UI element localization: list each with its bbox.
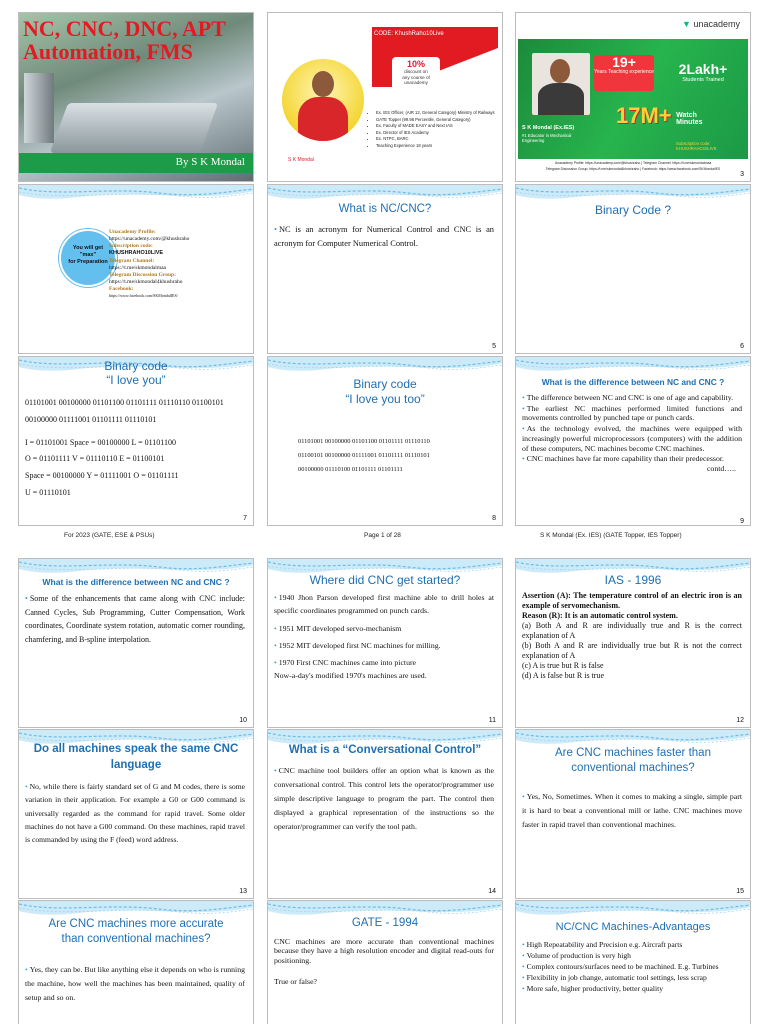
slide3-logo bbox=[682, 19, 740, 29]
slide2-offer-pct: 10% bbox=[406, 59, 425, 69]
slide-title: IAS - 1996 bbox=[604, 573, 662, 587]
wave-decoration bbox=[516, 185, 750, 205]
slide1-title-line2: Automation, FMS bbox=[23, 39, 193, 65]
page-number: 12 bbox=[736, 717, 744, 724]
slide16-title1: Are CNC machines more accurate bbox=[48, 918, 224, 930]
slide13-body bbox=[25, 780, 245, 846]
slide3-photo-head bbox=[550, 59, 570, 83]
wave-decoration bbox=[268, 357, 502, 377]
slide-14 bbox=[267, 729, 503, 899]
slide2-code: CODE: KhushRaho10Live bbox=[374, 31, 444, 37]
slide-13 bbox=[18, 729, 254, 899]
slide2-bullet: • Ex. Director of IES Academy bbox=[376, 130, 502, 137]
slide1-title-line1: NC, CNC, DNC, APT bbox=[23, 16, 226, 41]
slide-17 bbox=[267, 900, 503, 1024]
slide10-body bbox=[25, 592, 245, 646]
slide-1 bbox=[18, 12, 254, 182]
footer-right: S K Mondal (Ex. IES) (GATE Topper, IES Topper) bbox=[540, 532, 682, 539]
binary-map: Space = 00100000 Y = 01111001 O = 01101111 bbox=[25, 471, 179, 481]
slide17-text: CNC machines are more accurate than conventional machines because they have a high resolution encoder and digital read-outs for positioning. bbox=[274, 937, 494, 965]
slide-title bbox=[268, 377, 502, 407]
slide-title: Where did CNC get started? bbox=[309, 573, 461, 587]
slide-15 bbox=[515, 729, 751, 899]
wave-decoration bbox=[516, 901, 750, 921]
option-c: (c) A is true but R is false bbox=[522, 661, 604, 670]
slide18-body bbox=[522, 939, 742, 994]
slide3-minutes-text: Watch Minutes bbox=[676, 111, 703, 126]
slide3-photo bbox=[532, 53, 590, 115]
slide-9 bbox=[515, 356, 751, 526]
slide3-students-big: 2Lakh+ bbox=[678, 61, 728, 77]
slide13-text: • No, while there is fairly standard set of G and M codes, there is some variation in their application. For example a G0 or G00 command is universally regarded as the command for rapid travel. Some older machines do not have a G00 command. On these machines, rapid travel is commanded by using the F (feed) word address. bbox=[25, 780, 245, 846]
slide7-title2: “I love you” bbox=[106, 373, 166, 388]
slide11-item: • 1951 MIT developed servo-mechanism bbox=[274, 622, 494, 635]
slide-12 bbox=[515, 558, 751, 728]
slide-title: What is the difference between NC and CNC ? bbox=[541, 377, 725, 387]
slide9-contd: contd….. bbox=[706, 464, 736, 474]
slide8-title2: “I love you too” bbox=[345, 392, 425, 406]
facebook-label: Facebook: bbox=[109, 286, 134, 293]
slide3-role: #1 Educator in Mechanical Engineering bbox=[522, 133, 572, 143]
slide2-photo-circle bbox=[282, 59, 364, 141]
wave-decoration bbox=[19, 185, 253, 205]
wave-decoration bbox=[516, 357, 750, 377]
page-number: 8 bbox=[492, 515, 496, 522]
slide-2 bbox=[267, 12, 503, 182]
profile-link[interactable]: https://unacademy.com/@khushraho bbox=[109, 236, 190, 243]
slide-title bbox=[19, 742, 253, 773]
slide3-years-badge bbox=[594, 55, 654, 91]
slide-title bbox=[19, 359, 253, 388]
slide-6 bbox=[515, 184, 751, 354]
slide3-students bbox=[662, 61, 744, 83]
slide-title: GATE - 1994 bbox=[351, 917, 419, 929]
slide18-item: • Complex contours/surfaces need to be machined. E.g. Turbines bbox=[522, 961, 742, 972]
slide3-years-text: Years Teaching experience bbox=[594, 68, 654, 75]
slide2-bullet: • Teaching Experience 18 years bbox=[376, 143, 502, 150]
slide2-bullet: • Ex. NTPC, BARC bbox=[376, 136, 502, 143]
telegram-group-link[interactable]: https://t.me/skmondal4khushraho bbox=[109, 278, 183, 285]
slide-11 bbox=[267, 558, 503, 728]
slide3-sub-code: Subscription code: KHUSHRAHO10LIVE bbox=[676, 141, 717, 151]
binary-line: 01101001 00100000 01101100 01101111 01110110 bbox=[298, 438, 430, 445]
slide3-minutes bbox=[616, 103, 712, 129]
sub-label: Subscription code: bbox=[109, 243, 153, 250]
slide3-photo-body bbox=[538, 83, 584, 115]
binary-line: 00100000 01110100 01101111 01101111 bbox=[298, 466, 403, 474]
slide-title: NC/CNC Machines-Advantages bbox=[555, 921, 711, 933]
binary-map: U = 01110101 bbox=[25, 487, 71, 497]
slide9-bullet: • CNC machines have far more capability than their predecessor. bbox=[522, 454, 742, 464]
slide9-body bbox=[522, 393, 742, 474]
slide18-item: • Volume of production is very high bbox=[522, 950, 742, 961]
page-number: 5 bbox=[492, 343, 496, 350]
slide-4 bbox=[18, 184, 254, 354]
slide3-minutes-big: 17M+ bbox=[616, 103, 672, 128]
binary-map: O = 01101111 V = 01110110 E = 01100101 bbox=[25, 454, 165, 464]
slide4-circle-line1: You will get bbox=[72, 245, 104, 251]
page-number: 14 bbox=[488, 888, 496, 895]
slide1-title bbox=[23, 17, 226, 63]
slide2-offer-badge bbox=[392, 57, 440, 97]
slide-8 bbox=[267, 356, 503, 526]
slide-title: What is NC/CNC? bbox=[338, 203, 432, 215]
sub-code: KHUSHRAHO10LIVE bbox=[109, 250, 164, 257]
slide-10 bbox=[18, 558, 254, 728]
slide1-tool bbox=[24, 73, 54, 143]
slide11-tail: Now-a-day's modified 1970's machines are used. bbox=[274, 671, 427, 681]
slide9-bullet: • As the technology evolved, the machines were equipped with increasingly powerful microprocessors (computers) with the addition of these computers, NC machines become CNC machines. bbox=[522, 424, 742, 453]
slide11-item: • 1970 First CNC machines came into picture bbox=[274, 656, 494, 669]
footer-left: For 2023 (GATE, ESE & PSUs) bbox=[64, 532, 155, 539]
slide2-name: S K Mondal bbox=[288, 157, 314, 163]
binary-line: 01100101 00100000 01111001 01101111 01110101 bbox=[298, 452, 430, 460]
slide10-text: • Some of the enhancements that came along with CNC include: Canned Cycles, Sub Programming, Cutter Compensation, Work coordinates, Coordinate system rotation, automatic corner rounding, chamfering, and B-spline interpolation. bbox=[25, 592, 245, 646]
slide4-links bbox=[109, 229, 189, 298]
slide7-body bbox=[25, 395, 245, 502]
telegram-link[interactable]: https://t.me/skmondalmaa bbox=[109, 264, 166, 271]
page-number: 6 bbox=[740, 343, 744, 350]
slide8-body bbox=[298, 435, 494, 477]
binary-map: I = 01101001 Space = 00100000 L = 01101100 bbox=[25, 437, 176, 447]
slide-5 bbox=[267, 184, 503, 354]
slide2-bullet: • Ex. Faculty of MADE EASY and Next IAS bbox=[376, 123, 502, 130]
slide16-title2: than conventional machines? bbox=[61, 932, 211, 945]
slide3-brand: unacademy bbox=[693, 19, 740, 29]
slide18-item: • More safe, higher productivity, better quality bbox=[522, 983, 742, 994]
binary-line: 00100000 01111001 01101111 01110101 bbox=[25, 414, 157, 424]
slide12-body bbox=[522, 591, 742, 681]
slide4-circle-line2: "max" bbox=[79, 251, 97, 258]
page-number: 15 bbox=[736, 888, 744, 895]
slide8-title1: Binary code bbox=[353, 377, 417, 391]
slide17-body bbox=[274, 937, 494, 986]
slide-title: What is a “Conversational Control” bbox=[288, 744, 482, 756]
footer-page-number: Page 1 of 28 bbox=[364, 532, 401, 539]
page-number: 9 bbox=[740, 518, 744, 525]
slide7-title1: Binary code bbox=[104, 359, 168, 373]
slide-18 bbox=[515, 900, 751, 1024]
slide2-photo-body bbox=[298, 97, 348, 141]
slide3-name: S K Mondal (Ex.IES) bbox=[522, 125, 575, 131]
page-number: 11 bbox=[488, 717, 496, 724]
slide-title bbox=[19, 917, 253, 947]
slide2-photo-head bbox=[312, 71, 334, 97]
slide3-profile-line: Unacademy Profile: https://unacademy.com/@khushraho | Telegram Channel: https://t.me/skmondalmaa bbox=[554, 161, 712, 165]
slide1-author: By S K Mondal bbox=[175, 156, 245, 168]
slide13-title1: Do all machines speak the same CNC bbox=[33, 743, 239, 755]
page-number: 13 bbox=[239, 888, 247, 895]
slide-title: What is the difference between NC and CNC ? bbox=[42, 577, 230, 587]
slide15-body bbox=[522, 790, 742, 832]
slide2-bullet: • GATE Topper (99.98 Percentile, General Category) bbox=[376, 117, 502, 124]
option-a: (a) Both A and R are individually true and R is the correct explanation of A bbox=[522, 621, 742, 640]
slide-7 bbox=[18, 356, 254, 526]
option-d: (d) A is false but R is true bbox=[522, 671, 604, 680]
slide-3 bbox=[515, 12, 751, 182]
slide17-question: True or false? bbox=[274, 977, 318, 987]
slide13-title2: language bbox=[110, 758, 162, 771]
slide9-bullet: • The earliest NC machines performed limited functions and movements controlled by punched tape or punch cards. bbox=[522, 404, 742, 423]
slide2-offer-line1: discount on bbox=[404, 69, 428, 75]
slide2-bullet: • Ex. IES Officer, (AIR 12, General Category) Ministry of Railways bbox=[376, 110, 502, 117]
wave-decoration bbox=[19, 559, 253, 579]
slide2-offer-line2: any course of bbox=[402, 74, 430, 80]
binary-line: 01101001 00100000 01101100 01101111 01110110 01100101 bbox=[25, 398, 224, 407]
slide16-text: • Yes, they can be. But like anything else it depends on who is running the machine, how well the machines has been maintained, quality of setup and so on. bbox=[25, 963, 245, 1005]
slide5-text: • NC is an acronym for Numerical Control and CNC is an acronym for Computer Numerical Control. bbox=[274, 223, 494, 252]
slide3-telegram-line: Telegram Discussion Group: https://t.me/skmondal4khushraho | Facebook: https://www.facebook.com/SKMondalIES bbox=[545, 167, 721, 171]
slide1-part bbox=[50, 103, 218, 153]
slide-title bbox=[516, 746, 750, 776]
wave-decoration bbox=[268, 185, 502, 205]
slide5-body bbox=[274, 223, 494, 252]
slide11-item: • 1952 MIT developed first NC machines for milling. bbox=[274, 639, 494, 652]
slide14-body bbox=[274, 764, 494, 834]
slide3-years-big: 19+ bbox=[612, 54, 636, 70]
page-number: 10 bbox=[239, 717, 247, 724]
page-number: 3 bbox=[740, 171, 744, 178]
slide15-title2: conventional machines? bbox=[571, 761, 695, 774]
page-number: 7 bbox=[243, 515, 247, 522]
slide3-students-text: Students Trained bbox=[682, 77, 724, 83]
slide15-text: • Yes, No, Sometimes. When it comes to making a single, simple part it is hard to beat a conventional mill or lathe. CNC machines move faster in rapid travel than conventional machines. bbox=[522, 790, 742, 832]
slide4-circle-line3: for Preparation bbox=[68, 258, 108, 265]
slide-title: Binary Code ? bbox=[594, 203, 672, 217]
slide2-bullets bbox=[368, 110, 502, 149]
reason: Reason (R): It is an automatic control system. bbox=[522, 611, 678, 620]
slide2-offer-line3: unacademy bbox=[404, 79, 428, 85]
slide14-text: • CNC machine tool builders offer an option what is known as the conversational control. This control lets the operator/programmer use simple descriptive language to program the part. The control then displayed a graphical representation of the instructions so the operator/programmer can verify the tool path. bbox=[274, 764, 494, 834]
slide15-title1: Are CNC machines faster than bbox=[555, 747, 711, 759]
slide9-bullet: • The difference between NC and CNC is one of age and capability. bbox=[522, 393, 742, 403]
slide11-body bbox=[274, 591, 494, 683]
slide-16 bbox=[18, 900, 254, 1024]
profile-label: Unacademy Profile: bbox=[109, 229, 156, 235]
facebook-link[interactable]: https://www.facebook.com/SKMondalIES/ bbox=[109, 293, 178, 299]
telegram-group-label: Telegram Discussion Group: bbox=[109, 271, 176, 278]
telegram-label: Telegram Channel: bbox=[109, 257, 155, 264]
assertion: Assertion (A): The temperature control of an electric iron is an example of servomechanism. bbox=[522, 591, 742, 610]
slide11-item: • 1940 Jhon Parson developed first machine able to drill holes at specific coordinates programmed on punch cards. bbox=[274, 591, 494, 618]
slide16-body bbox=[25, 963, 245, 1005]
unacademy-logo-icon: ▼ bbox=[682, 19, 691, 29]
slide18-item: • High Repeatability and Precision e.g. Aircraft parts bbox=[522, 939, 742, 950]
option-b: (b) Both A and R are individually true but R is not the correct explanation of A bbox=[522, 641, 742, 660]
slide18-item: • Flexibility in job change, automatic tool settings, less scrap bbox=[522, 972, 742, 983]
